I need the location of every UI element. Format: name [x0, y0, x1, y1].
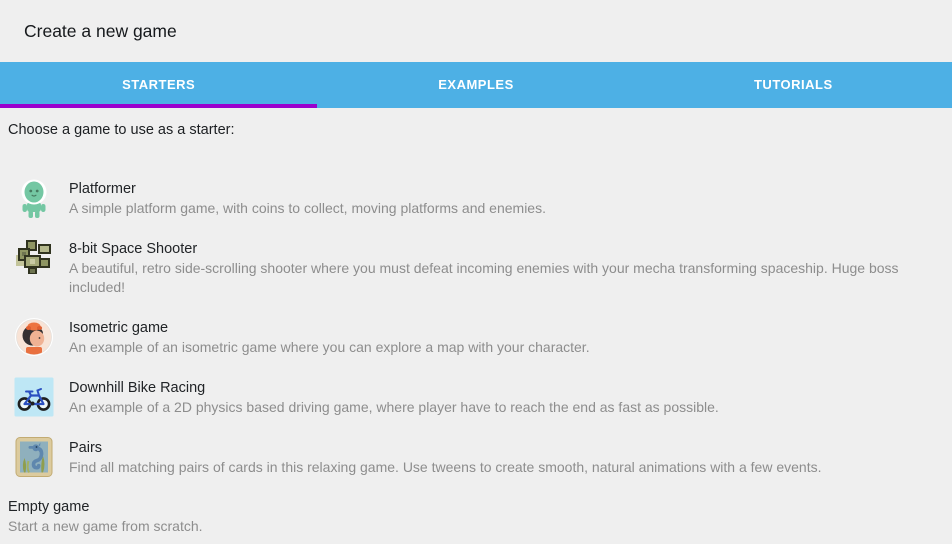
- empty-game-description: Start a new game from scratch.: [8, 518, 203, 534]
- starter-list: [0, 168, 952, 487]
- dialog-title: Create a new game: [24, 20, 177, 41]
- mountain-bike-icon: [14, 377, 54, 417]
- empty-game-title: Empty game: [8, 499, 90, 515]
- starter-title: Platformer: [69, 181, 136, 197]
- pixel-spaceship-icon: [14, 238, 54, 278]
- active-tab-indicator: [0, 104, 317, 108]
- tab-bar: [0, 62, 952, 108]
- tab-examples[interactable]: EXAMPLES: [438, 76, 514, 92]
- character-avatar-icon: [14, 317, 54, 357]
- starter-item-pairs[interactable]: [0, 427, 952, 487]
- tab-starters[interactable]: STARTERS: [122, 76, 196, 92]
- starter-item-downhill-bike-racing[interactable]: [0, 367, 952, 427]
- platformer-alien-icon: [14, 178, 54, 218]
- empty-game-item[interactable]: [8, 497, 944, 536]
- starter-item-isometric-game[interactable]: [0, 307, 952, 367]
- starter-title: Downhill Bike Racing: [69, 380, 206, 396]
- starter-description: An example of a 2D physics based driving game, where player have to reach the end as fast as possible.: [69, 399, 719, 415]
- starter-prompt: Choose a game to use as a starter:: [8, 122, 235, 138]
- starter-item-platformer[interactable]: [0, 168, 952, 228]
- starter-description: A beautiful, retro side-scrolling shooter where you must defeat incoming enemies with your mecha transforming spaceship. Huge boss included!: [69, 260, 899, 295]
- tab-tutorials[interactable]: TUTORIALS: [753, 76, 833, 92]
- starter-item-8bit-space-shooter[interactable]: [0, 228, 952, 307]
- seahorse-card-icon: [14, 437, 54, 477]
- starter-description: An example of an isometric game where you can explore a map with your character.: [69, 339, 590, 355]
- starter-description: A simple platform game, with coins to collect, moving platforms and enemies.: [69, 200, 546, 216]
- starter-title: Isometric game: [69, 320, 169, 336]
- starter-title: 8-bit Space Shooter: [69, 241, 198, 257]
- starter-title: Pairs: [69, 440, 103, 456]
- starter-description: Find all matching pairs of cards in this relaxing game. Use tweens to create smooth, natural animations with a few events.: [69, 459, 822, 475]
